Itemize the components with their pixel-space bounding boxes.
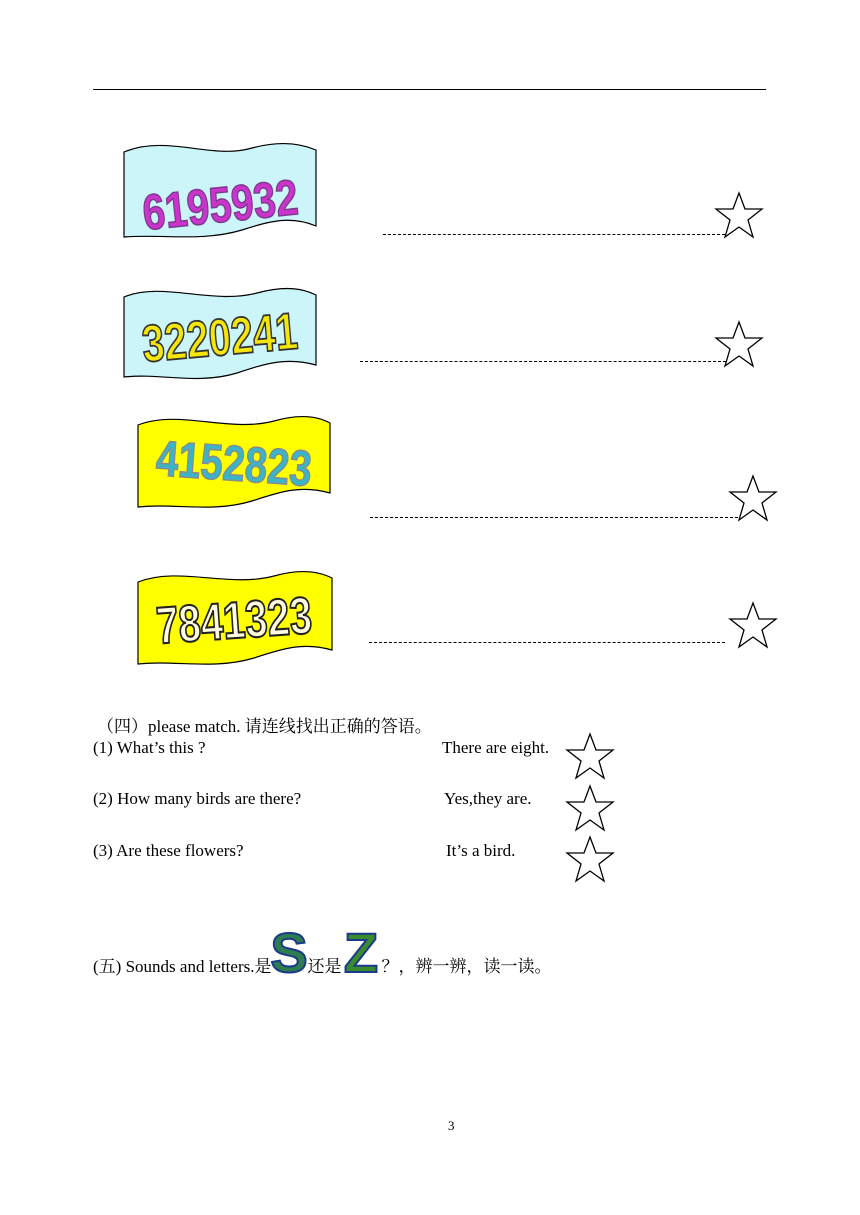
number-banner-3 xyxy=(134,413,332,511)
header-rule xyxy=(93,89,766,90)
answer-line-1[interactable] xyxy=(383,234,725,235)
star-icon xyxy=(714,320,764,368)
banner-number-4: 7841323 xyxy=(154,585,314,655)
banner-number-3: 4152823 xyxy=(154,429,314,497)
question-3: (3) Are these flowers? xyxy=(93,841,244,860)
section-5-label: (五) Sounds and letters.是 xyxy=(93,957,272,976)
star-icon xyxy=(728,474,778,522)
answer-1: There are eight. xyxy=(442,738,550,757)
answer-line-2[interactable] xyxy=(360,361,726,362)
banner-number-1: 6195932 xyxy=(139,168,301,242)
letter-z-graphic xyxy=(341,922,381,983)
answer-line-4[interactable] xyxy=(369,642,725,643)
letter-s: S xyxy=(271,922,308,978)
answer-3: It’s a bird. xyxy=(446,841,516,860)
question-2: (2) How many birds are there? xyxy=(93,789,302,808)
answer-2: Yes,they are. xyxy=(444,789,532,808)
page-number: 3 xyxy=(448,1118,455,1133)
banner-number-2: 3220241 xyxy=(139,301,300,374)
star-icon xyxy=(728,601,778,649)
section-5-line xyxy=(93,922,551,983)
letter-z: Z xyxy=(344,922,379,978)
section-4-heading: （四）please match. 请连线找出正确的答语。 xyxy=(97,717,432,736)
section-5-mid: 还是 xyxy=(307,957,342,976)
section-5-tail: ？，辨一辨，读一读。 xyxy=(381,957,552,976)
star-icon xyxy=(565,835,615,883)
answer-line-3[interactable] xyxy=(370,517,738,518)
letter-s-graphic xyxy=(271,922,307,983)
star-icon xyxy=(714,191,764,239)
question-1: (1) What’s this ? xyxy=(93,738,206,757)
star-icon xyxy=(565,732,615,780)
star-icon xyxy=(565,784,615,832)
number-banner-1 xyxy=(122,142,318,245)
number-banner-4 xyxy=(134,568,334,668)
number-banner-2 xyxy=(122,285,318,383)
